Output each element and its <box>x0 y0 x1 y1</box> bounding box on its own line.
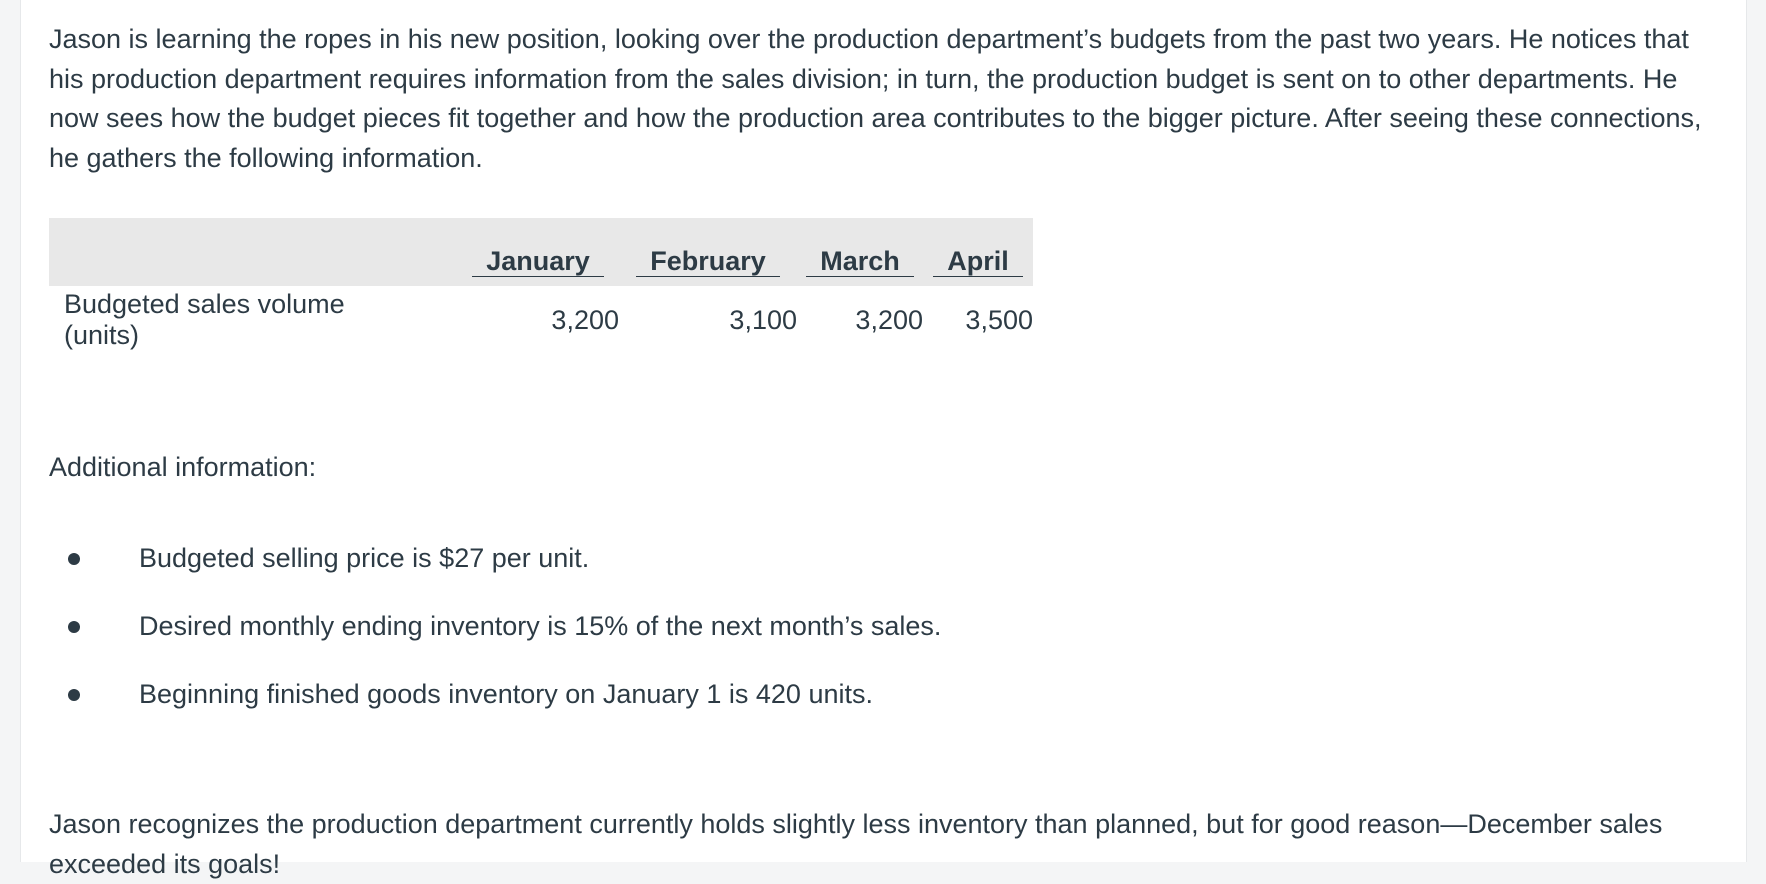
value-april: 3,500 <box>965 304 1033 335</box>
page-panel <box>20 0 1747 879</box>
problem-content <box>49 20 1719 884</box>
header-april: April <box>923 218 1033 286</box>
list-item <box>49 539 1719 578</box>
sales-budget-table <box>49 218 1033 354</box>
bullet-text: Desired monthly ending inventory is 15% of the next month’s sales. <box>139 611 942 641</box>
bullet-dot-icon <box>68 689 80 701</box>
closing-paragraph: Jason recognizes the production department currently holds slightly less inventory than planned, but for good reason—December sales exceeded its goals! <box>49 809 1663 879</box>
list-item <box>49 675 1719 714</box>
row-label: Budgeted sales volume (units) <box>64 289 345 350</box>
additional-info-heading: Additional information: <box>49 452 317 482</box>
table-row <box>49 286 1033 354</box>
bullet-dot-icon <box>68 621 80 633</box>
intro-paragraph: Jason is learning the ropes in his new position, looking over the production department’s budgets from the past two years. He notices that his production department requires information from the sales division; in turn, the production budget is sent on to other departments. He now sees how the budget pieces fit together and how the production area contributes to the bigger picture. After seeing these connections, he gathers the following information. <box>49 24 1702 173</box>
additional-info-list <box>49 539 1719 714</box>
bullet-text: Beginning finished goods inventory on January 1 is 420 units. <box>139 679 873 709</box>
value-february: 3,100 <box>729 304 797 335</box>
value-march: 3,200 <box>855 304 923 335</box>
value-january: 3,200 <box>551 304 619 335</box>
bullet-dot-icon <box>68 553 80 565</box>
header-february: February <box>619 218 797 286</box>
list-item <box>49 607 1719 646</box>
header-march: March <box>797 218 923 286</box>
bullet-text: Budgeted selling price is $27 per unit. <box>139 543 590 573</box>
header-january: January <box>457 218 619 286</box>
header-blank-cell <box>49 218 457 286</box>
table-header-row <box>49 218 1033 286</box>
